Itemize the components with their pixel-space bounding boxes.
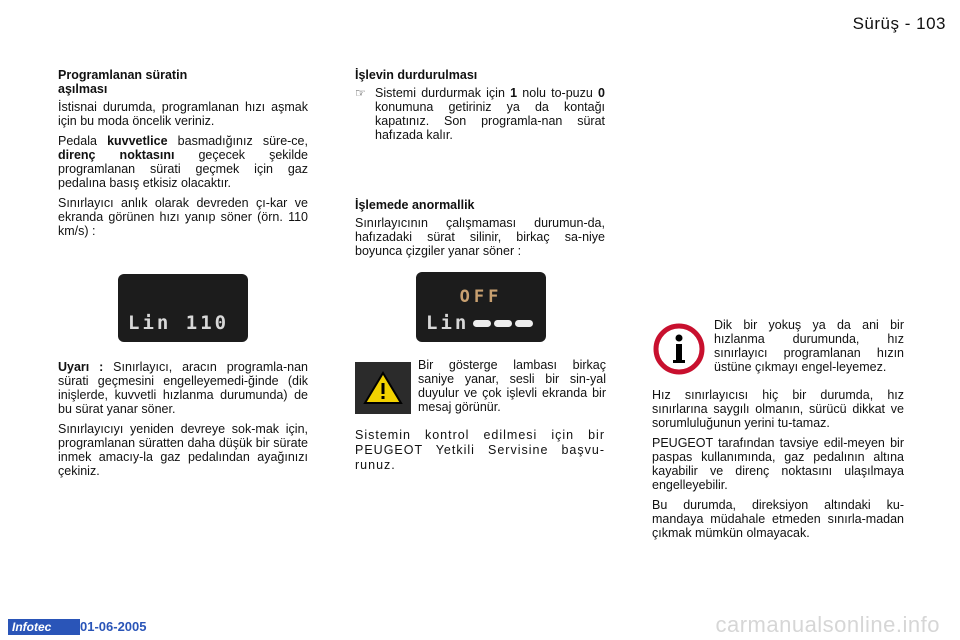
paragraph: Uyarı : Sınırlayıcı, aracın programla-nan sürati geçmesini engelleyemedi-ğinde (dik inişlerde, kuvvetli hızlanma durumunda) de bu sürat yanar söner. xyxy=(58,360,309,416)
watermark: carmanualsonline.info xyxy=(715,612,940,637)
infotec-logo: Infotec xyxy=(8,619,80,635)
column-middle xyxy=(355,68,605,264)
info-text: Dik bir yokuş ya da ani bir hızlanma durumunda, hız sınırlayıcı programlanan hızın üstüne çıkmayı engel-leyemez. xyxy=(714,318,904,374)
section-title: Sürüş xyxy=(852,14,900,33)
page-number: 103 xyxy=(916,14,946,33)
warning-triangle-icon xyxy=(355,362,411,414)
paragraph: Hız sınırlayıcısı hiç bir durumda, hız sınırlarına saygılı olmanın, sürücü dikkat ve sorumluluğunun yerini tu-tamaz. xyxy=(652,388,904,430)
column-left xyxy=(58,68,308,244)
paragraph: Sınırlayıcı anlık olarak devreden çı-kar ve ekranda görünen hızı yanıp söner (örn. 110 km/s) : xyxy=(58,196,308,238)
display-off-text: OFF xyxy=(459,287,503,307)
paragraph: Bu durumda, direksiyon altındaki ku-mandaya müdahale etmeden sınırla-madan çıkmak mümkün olmayacak. xyxy=(652,498,904,540)
display-dashes: Lin xyxy=(426,312,536,334)
section-heading-stop: İşlevin durdurulması xyxy=(355,68,478,82)
section-heading-malfunction: İşlemede anormallik xyxy=(355,198,475,212)
paragraph: Sınırlayıcıyı yeniden devreye sok-mak için, programlanan süratten daha düşük bir sürate inmek amacıy-la gaz pedalından ayağınızı çekiniz. xyxy=(58,422,308,478)
paragraph: Sınırlayıcının çalışmaması durumun-da, hafızadaki sürat silinir, birkaç sa-niye boyunca çizgiler yanar söner : xyxy=(355,216,605,258)
bullet-item: ☞ Sistemi durdurmak için 1 nolu to-puzu 0 konumuna getiriniz ya da kontağı kapatınız. Son programla-nan sürat hafızada kalır. xyxy=(355,86,605,148)
info-icon xyxy=(652,322,706,376)
footer-date: 01-06-2005 xyxy=(80,619,147,634)
paragraph: İstisnai durumda, programlanan hızı aşmak için bu moda öncelik veriniz. xyxy=(58,100,308,128)
warning-note xyxy=(58,360,308,484)
pointing-hand-icon: ☞ xyxy=(355,86,366,100)
service-note: Sistemin kontrol edilmesi için bir PEUGEOT Yetkili Servisine başvu-runuz. xyxy=(355,428,605,472)
header-separator: - xyxy=(904,14,911,33)
speed-limiter-display-off xyxy=(416,272,546,342)
page-header xyxy=(853,14,946,34)
column-right xyxy=(652,388,904,546)
section-heading-override: Programlanan süratin aşılması xyxy=(58,68,188,96)
paragraph: Pedala kuvvetlice basmadığınız süre-ce, direnç noktasını geçecek şekilde programlanan sürati geçmek için gaz pedalına basış etkisiz olacaktır. xyxy=(58,134,308,190)
paragraph: PEUGEOT tarafından tavsiye edil-meyen bir paspas kullanımında, gaz pedalının altına kayabilir ve direnç noktasını ulaşılmaya engelleyebilir. xyxy=(652,436,904,492)
speed-limiter-display-110 xyxy=(118,274,248,342)
warning-text: Bir gösterge lambası birkaç saniye yanar, sesli bir sin-yal duyulur ve çok işlevli ekranda bir mesaj görünür. xyxy=(418,358,606,414)
display-readout: Lin 110 xyxy=(128,312,230,334)
